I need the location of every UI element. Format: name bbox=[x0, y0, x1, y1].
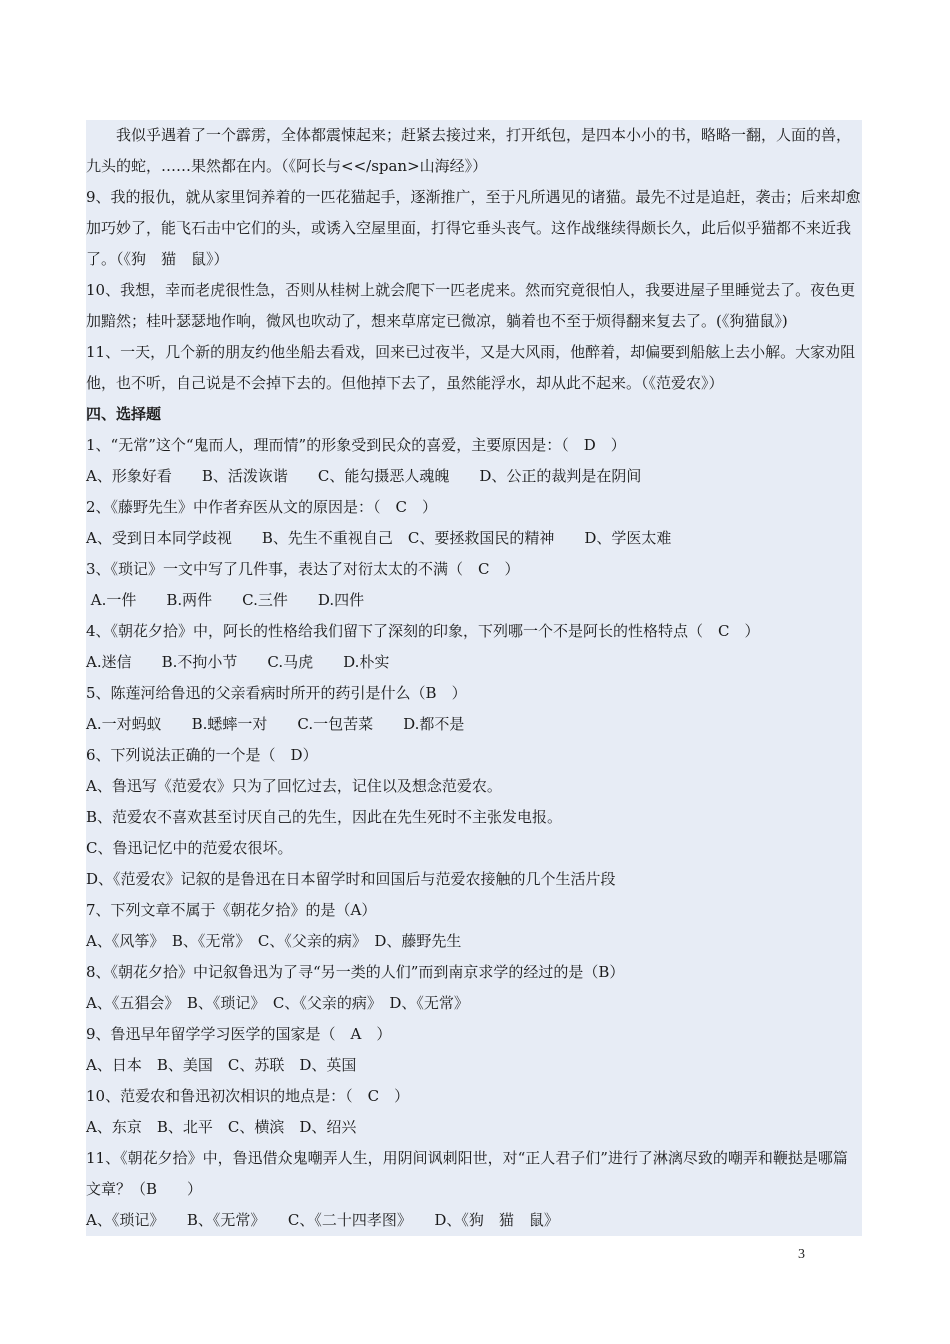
question: 9、鲁迅早年留学学习医学的国家是（ A ） bbox=[86, 1025, 392, 1043]
section-heading: 四、选择题 bbox=[86, 405, 162, 423]
paragraph: 11、一天，几个新的朋友约他坐船去看戏，回来已过夜半，又是大风雨，他醉着，却偏要到船舷上去小解。大家劝阻他，也不听，自己说是不会掉下去的。但他掉下去了，虽然能浮水，却从此不起来。（《范爱农》） bbox=[86, 343, 856, 392]
question-option: D、《范爱农》记叙的是鲁迅在日本留学时和回国后与范爱农接触的几个生活片段 bbox=[86, 870, 616, 888]
question-options: A、《琐记》 B、《无常》 C、《二十四孝图》 D、《狗 猫 鼠》 bbox=[86, 1211, 559, 1229]
question: 1、“无常”这个“鬼而人，理而情”的形象受到民众的喜爱，主要原因是：（ D ） bbox=[86, 436, 626, 454]
question-options: A.一件 B.两件 C.三件 D.四件 bbox=[86, 591, 365, 609]
question-options: A.迷信 B.不拘小节 C.马虎 D.朴实 bbox=[86, 653, 390, 671]
question: 4、《朝花夕拾》中，阿长的性格给我们留下了深刻的印象，下列哪一个不是阿长的性格特点（ C ） bbox=[86, 622, 760, 640]
question: 3、《琐记》一文中写了几件事，表达了对衍太太的不满（ C ） bbox=[86, 560, 520, 578]
page-number: 3 bbox=[798, 1247, 805, 1262]
question-options: A、形象好看 B、活泼诙谐 C、能勾摄恶人魂魄 D、公正的裁判是在阴间 bbox=[86, 467, 642, 485]
question-options: A.一对蚂蚁 B.蟋蟀一对 C.一包苦菜 D.都不是 bbox=[86, 715, 465, 733]
question: 6、下列说法正确的一个是（ D） bbox=[86, 746, 318, 764]
question-options: A、受到日本同学歧视 B、先生不重视自己 C、要拯救国民的精神 D、学医太难 bbox=[86, 529, 672, 547]
question: 11、《朝花夕拾》中，鲁迅借众鬼嘲弄人生，用阴间讽刺阳世，对“正人君子们”进行了淋漓尽致的嘲弄和鞭挞是哪篇文章？（B ） bbox=[86, 1149, 848, 1198]
question: 7、下列文章不属于《朝花夕拾》的是（A） bbox=[86, 901, 377, 919]
question-option: B、范爱农不喜欢甚至讨厌自己的先生，因此在先生死时不主张发电报。 bbox=[86, 808, 563, 826]
question: 8、《朝花夕拾》中记叙鲁迅为了寻“另一类的人们”而到南京求学的经过的是（B） bbox=[86, 963, 625, 981]
question: 2、《藤野先生》中作者弃医从文的原因是：（ C ） bbox=[86, 498, 438, 516]
question: 5、陈莲河给鲁迅的父亲看病时所开的药引是什么（B ） bbox=[86, 684, 467, 702]
question-options: A、《五猖会》 B、《琐记》 C、《父亲的病》 D、《无常》 bbox=[86, 994, 469, 1012]
question-options: A、《风筝》 B、《无常》 C、《父亲的病》 D、藤野先生 bbox=[86, 932, 462, 950]
question-options: A、东京 B、北平 C、横滨 D、绍兴 bbox=[86, 1118, 357, 1136]
paragraph: 我似乎遇着了一个霹雳，全体都震悚起来；赶紧去接过来，打开纸包，是四本小小的书，略略一翻，人面的兽，九头的蛇，……果然都在内。（《阿长与<</span>山海经》） bbox=[86, 126, 852, 175]
paragraph: 10、我想，幸而老虎很性急，否则从桂树上就会爬下一匹老虎来。然而究竟很怕人，我要进屋子里睡觉去了。夜色更加黯然；桂叶瑟瑟地作响，微风也吹动了，想来草席定已微凉，躺着也不至于烦得翻来复去了。(《狗猫鼠》) bbox=[86, 281, 856, 330]
question: 10、范爱农和鲁迅初次相识的地点是：（ C ） bbox=[86, 1087, 410, 1105]
question-option: A、鲁迅写《范爱农》只为了回忆过去，记住以及想念范爱农。 bbox=[86, 777, 502, 795]
question-options: A、日本 B、美国 C、苏联 D、英国 bbox=[86, 1056, 357, 1074]
question-option: C、鲁迅记忆中的范爱农很坏。 bbox=[86, 839, 293, 857]
document-body bbox=[86, 120, 862, 1236]
paragraph: 9、我的报仇，就从家里饲养着的一匹花猫起手，逐渐推广，至于凡所遇见的诸猫。最先不过是追赶，袭击；后来却愈加巧妙了，能飞石击中它们的头，或诱入空屋里面，打得它垂头丧气。这作战继续得颇长久，此后似乎猫都不来近我了。（《狗 猫 鼠》） bbox=[86, 188, 861, 268]
